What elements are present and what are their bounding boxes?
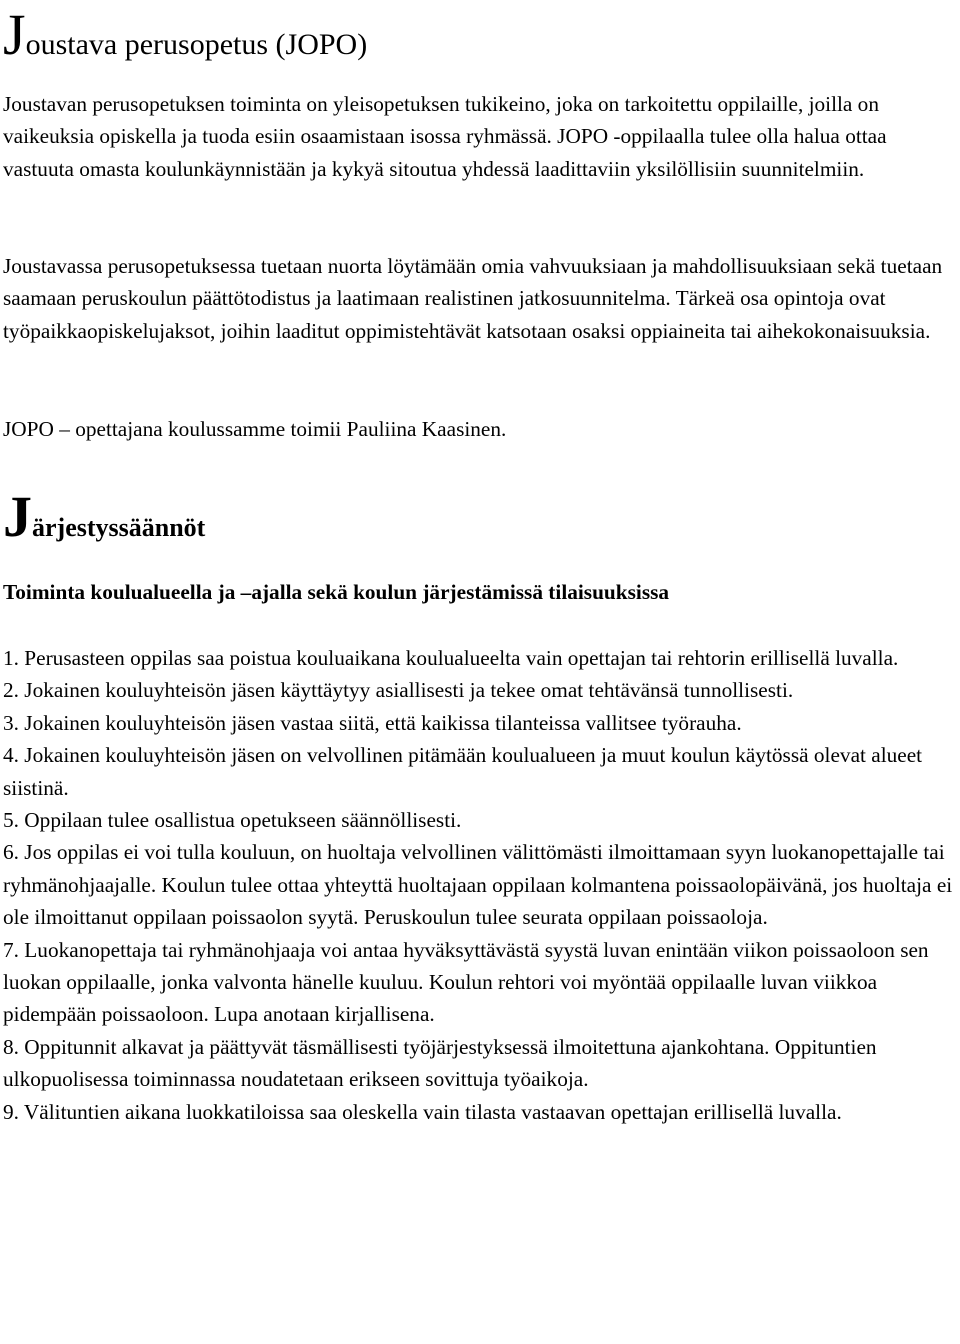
rules-list <box>3 642 958 1128</box>
rule-item: 7. Luokanopettaja tai ryhmänohjaaja voi antaa hyväksyttävästä syystä luvan enintään viikon poissaoloon sen luokan oppilaalle, jonka valvonta hänelle kuuluu. Koulun rehtori voi myöntää oppilaalle luvan viikkoa pidempään poissaoloon. Lupa anotaan kirjallisena. <box>3 937 929 1027</box>
title-initial: J <box>3 2 26 67</box>
rule-item: 8. Oppitunnit alkavat ja päättyvät täsmällisesti työjärjestyksessä ilmoitettuna ajankohtana. Oppituntien ulkopuolisessa toiminnassa noudatetaan erikseen sovittuja työaikoja. <box>3 1034 877 1092</box>
section-title-rules <box>3 484 206 549</box>
section-title-jopo <box>3 2 368 67</box>
rules-subheading: Toiminta koulualueella ja –ajalla sekä koulun järjestämissä tilaisuuksissa <box>3 580 670 604</box>
rule-item: 3. Jokainen kouluyhteisön jäsen vastaa siitä, että kaikissa tilanteissa vallitsee työrauha. <box>3 710 742 735</box>
rule-item: 1. Perusasteen oppilas saa poistua kouluaikana koulualueelta vain opettajan tai rehtorin erillisellä luvalla. <box>3 646 899 670</box>
paragraph-support: Joustavassa perusopetuksessa tuetaan nuorta löytämään omia vahvuuksiaan ja mahdollisuuksiaan sekä tuetaan saamaan peruskoulun päättötodistus ja laatimaan realistinen jatkosuunnitelma. Tärkeä osa opintoja ovat työpaikkaopiskelujaksot, joihin laaditut oppimistehtävät katsotaan osaksi oppiaineita tai aihekokonaisuuksia. <box>3 254 943 343</box>
title-initial: J <box>3 484 32 549</box>
paragraph-intro: Joustavan perusopetuksen toiminta on yleisopetuksen tukikeino, joka on tarkoitettu oppilaille, joilla on vaikeuksia opiskella ja tuoda esiin osaamistaan isossa ryhmässä. JOPO -oppilaalla tulee olla halua ottaa vastuuta omasta koulunkäynnistään ja kykyä sitoutua yhdessä laadittaviin yksilöllisiin suunnitelmiin. <box>3 92 887 181</box>
rule-item: 4. Jokainen kouluyhteisön jäsen on velvollinen pitämään koulualueen ja muut koulun käytössä olevat alueet siistinä. <box>3 743 923 800</box>
title-rest: ärjestyssäännöt <box>32 513 206 542</box>
rule-item: 5. Oppilaan tulee osallistua opetukseen säännöllisesti. <box>3 808 462 833</box>
rule-item: 2. Jokainen kouluyhteisön jäsen käyttäytyy asiallisesti ja tekee omat tehtävänsä tunnollisesti. <box>3 678 794 703</box>
rule-item: 9. Välituntien aikana luokkatiloissa saa oleskella vain tilasta vastaavan opettajan erillisellä luvalla. <box>3 1099 842 1124</box>
rule-item: 6. Jos oppilas ei voi tulla kouluun, on huoltaja velvollinen välittömästi ilmoittamaan syyn luokanopettajalle tai ryhmänohjaajalle. Koulun tulee ottaa yhteyttä huoltajaan oppilaan kolmantena poissaolopäivänä, jos huoltaja ei ole ilmoittanut oppilaan poissaolon syytä. Peruskoulun tulee seurata oppilaan poissaoloja. <box>3 840 953 930</box>
title-rest: oustava perusopetus (JOPO) <box>25 28 368 61</box>
paragraph-teacher: JOPO – opettajana koulussamme toimii Pauliina Kaasinen. <box>3 417 507 441</box>
